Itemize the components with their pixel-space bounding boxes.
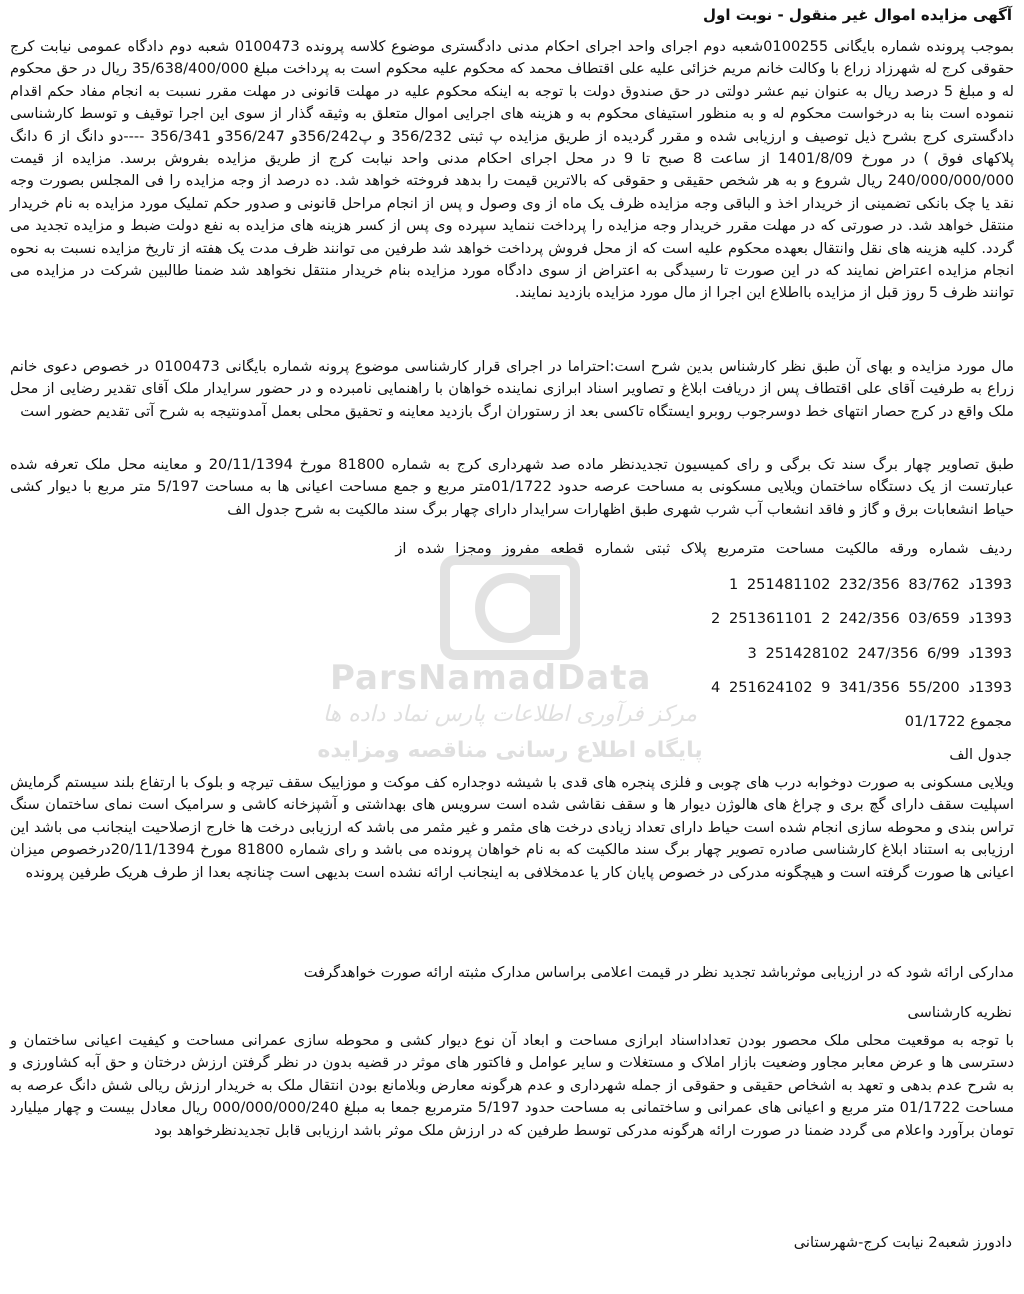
deeds-paragraph: طبق تصاویر چهار برگ سند تک برگی و رای کمیسیون تجدیدنظر ماده صد شهرداری کرج به شماره 81800 مورخ 20/11/1394 و معاینه محل ملک تعرفه شده عبارتست از یک دستگاه ساختمان ویلایی مسکونی به مساحت عرصه حدود 01/1722متر مربع و جمع مساحت اعیانی ها به مساحت 5/197 متر مربع با دیوار کشی حیاط انشعابات برق و گاز و فاقد انشعاب آب شرب شهری طبق اظهارات سرایدار دارای چهار برگ سند مالکیت به شرح جدول الف: [10, 456, 1014, 518]
property-paragraph: مال مورد مزایده و بهای آن طبق نظر کارشناس بدین شرح است:احتراما در اجرای قرار کارشناسی موضوع پرونه شماره بایگانی 0100473 در خصوص دعوی خانم زراع به طرفیت آقای علی اقتطاف پس از دریافت ابلاغ و تصاویر اسناد ابرازی نماینده خواهان با راهنمایی نامبرده و در حضور سرایدار ملک آقای تقدیر رضایی از محل ملک واقع در کرج حصار انتهای خط دوسرجوب روبرو ایستگاه تاکسی بعد از رستوران ارگ بازدید معاینه و تحقیق محلی بعمل آمدونتیجه به شرح آتی تقدیم حضور است: [10, 358, 1015, 420]
table-row: 1393د 6/99 247/356 251428102 3: [747, 645, 1012, 662]
table-row: 1393د 55/200 341/356 9 251624102 4: [711, 679, 1012, 696]
watermark-brand: ParsNamadData: [330, 658, 652, 698]
table-header: ردیف شماره ورقه مالکیت مساحت مترمربع پلاک ثبتی شماره قطعه مفروز ومجزا شده از: [395, 540, 1012, 557]
table-name: جدول الف: [949, 746, 1012, 763]
description-paragraph: ویلایی مسکونی به صورت دوخوابه درب های چوبی و فلزی پنجره های قدی با شیشه دوجداره کف موکت و موزاییک سقف تیرچه و بلوک با ارتفاع بلند سیستم گرمایش اسپلیت سقف دارای گچ بری و چراغ های هالوژن دیوار ها و سقف نقاشی شده است سرویس های بهداشتی و آشپزخانه کاشی و سرامیک است نمای ساختمان سنگ تراس بندی و محوطه سازی انجام شده است حیاط دارای تعداد زیادی درخت های مثمر و غیر مثمر می باشد که ارزیابی درخت ها خارج ازصلاحیت اینجانب می باشد این ارزیابی به استناد ابلاغ کارشناسی صادره تصویر چهار برگ سند مالکیت که به نام خواهان پرونده می باشد و رای شماره 81800 مورخ 20/11/1394درخصوص میزان اعیانی ها صورت گرفته است و هیچگونه مدرکی در خصوص پایان کار یا عدمخلافی به اینجانب ارائه نشده است بدیهی است چنانچه بعدا از طرف هریک طرفین پرونده: [10, 774, 1014, 881]
expert-opinion-heading: نظریه کارشناسی: [907, 1004, 1012, 1021]
signature: دادورز شعبه2 نیابت کرج-شهرستانی: [793, 1234, 1012, 1251]
table-row: 1393د 03/659 242/356 2 251361101 2: [711, 610, 1012, 627]
table-total: مجموع 01/1722: [904, 713, 1012, 730]
expert-opinion-paragraph: با توجه به موقعیت محلی ملک محصور بودن تعداداسناد ابرازی مساحت و ابعاد آن نوع دیوار کشی و محوطه سازی عمرانی مساحت و کیفیت اعیانی ساختمان و دسترسی ها و عرض معابر مجاور وضعیت بازار املاک و مستغلات و سایر عوامل و فاکتور های موثر در قضیه بدون در نظر گرفتن ارزش درختان و حق آبه کشاورزی و به شرح عدم بدهی و تعهد به اشخاص حقیقی و حقوقی از جمله شهرداری و عدم هرگونه معارض وبلامانع بودن انتقال ملک به خریدار ارزش ریالی شش دانگ عرصه به مساحت 01/1722 متر مربع و اعیانی های عمرانی و ساختمانی به مساحت حدود 5/197 مترمربع جمعا به مبلغ 000/000/000/240 ریال معادل بیست و چهار میلیارد تومان برآورد واعلام می گردد ضمنا در صورت ارائه هرگونه مدرکی توسط طرفین که در ارزش ملک موثر باشد ارزیابی قابل تجدیدنظرخواهد بود: [10, 1032, 1015, 1139]
table-row: 1393د 83/762 232/356 251481102 1: [728, 576, 1012, 593]
intro-paragraph: بموجب پرونده شماره بایگانی 0100255شعبه دوم اجرای واحد اجرای احکام مدنی دادگستری موضوع کلاسه پرونده 0100473 شعبه دوم دادگاه عمومی نیابت کرج حقوقی کرج له شهرزاد زراع با وکالت خانم مریم خزائی علیه علی اقتطاف محمد که محکوم علیه محکوم است به پرداخت مبلغ 35/638/400/000 ریال در حق محکوم له و مبلغ 5 درصد ریال به عنوان نیم عشر دولتی در حق صندوق دولت با توجه به اینکه محکوم علیه در مهلت قانونی در مهلت مقرر نسبت به انجام مفاد حکم اقدام ننموده است بنا به درخواست محکوم له و به منظور استیفای محکوم به و هزینه های اجرایی اموال متعلق به وثیقه گذار از سوی این اجرا توقیف و توسط کارشناسی دادگستری کرج بشرح ذیل توصیف و ارزیابی شده و مقرر گردیده از طریق مزایده پ ثبتی 356/232 و پ356/242و 356/247و 356/341 ----دو دانگ از 6 دانگ پلاکهای فوق ) در مورخ 1401/8/09 از ساعت 8 صبح تا 9 در محل اجرای احکام مدنی واحد نیابت کرج از طریق مزایده بفروش برسد. مزایده از قیمت 240/000/000/000 ریال شروع و به هر شخص حقیقی و حقوقی که بالاترین قیمت را بدهد فروخته خواهد شد. ده درصد از وجه مزایده را فی المجلس بصورت وجه نقد یا چک بانکی تضمینی از خریدار اخذ و الباقی وجه مزایده ظرف یک ماه از وی وصول و پس از انجام مراحل قانونی و صدور حکم تملیک مورد مزایده به نام خریدار منتقل خواهد شد. در صورتی که در مهلت مقرر خریدار وجه مزایده را پرداخت ننماید سپرده وی پس از کسر هزینه های مزایده به نفع دولت ضبط و مزایده تجدید می گردد. کلیه هزینه های نقل وانتقال بعهده محکوم علیه است که از محل فروش پرداخت خواهد شد طرفین می توانند ظرف مدت یک هفته از تاریخ مزایده نسبت به نحوه انجام مزایده اعتراض نمایند که در این صورت تا رسیدگی به اعتراض از سوی دادگاه مورد مزایده بنام خریدار منتقل نخواهد شد ضمنا طالبین شرکت در مزایده می توانند ظرف 5 روز قبل از مزایده بااطلاع این اجرا از مال مورد مزایده بازدید نمایند.: [10, 38, 1015, 302]
watermark: [300, 540, 720, 800]
documents-paragraph: مدارکی ارائه شود که در ارزیابی موثرباشد تجدید نظر در قیمت اعلامی براساس مدارک مثبته ارائه صورت خواهدگرفت: [303, 964, 1014, 981]
watermark-line-1: مرکز فرآوری اطلاعات پارس نماد داده ها: [322, 702, 698, 727]
watermark-line-2: پایگاه اطلاع رسانی مناقصه ومزایده: [317, 738, 703, 763]
watermark-logo-icon: [420, 540, 600, 680]
notice-title: آگهی مزایده اموال غیر منقول - نوبت اول: [703, 6, 1012, 24]
